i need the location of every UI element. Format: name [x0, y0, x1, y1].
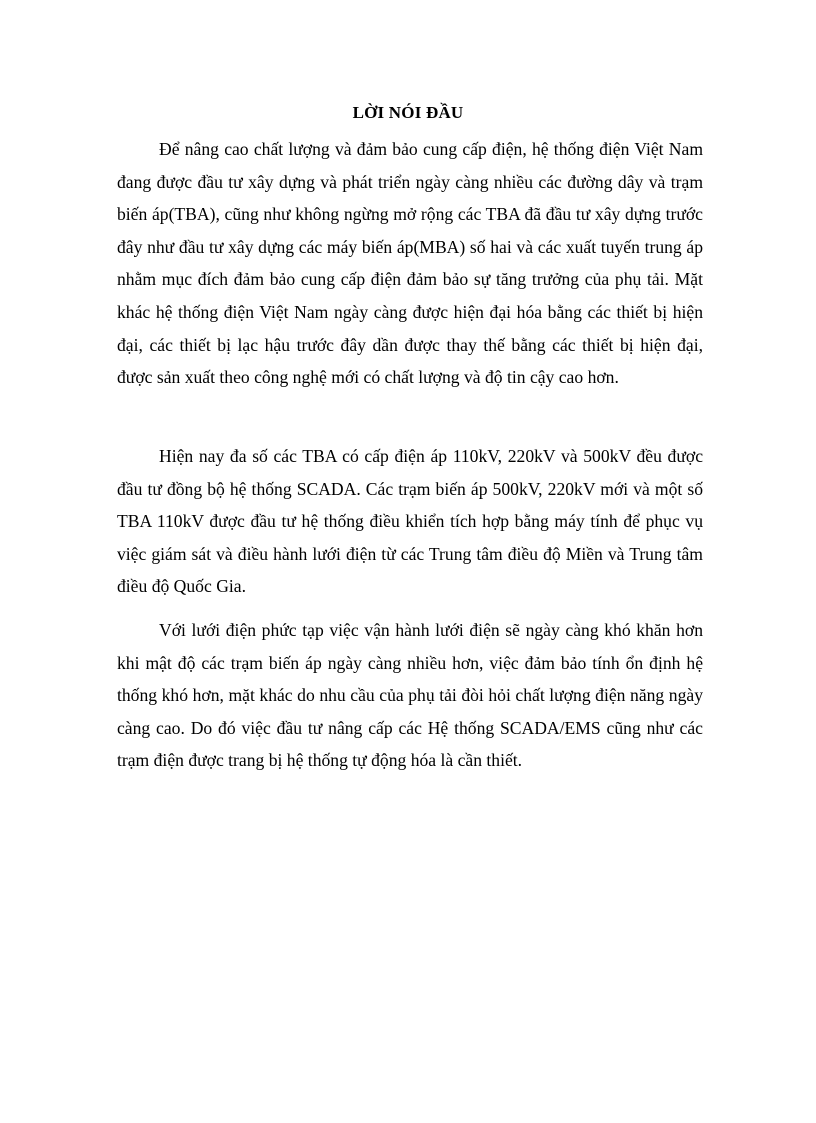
paragraph-2: Hiện nay đa số các TBA có cấp điện áp 110kV, 220kV và 500kV đều được đầu tư đồng bộ hệ thống SCADA. Các trạm biến áp 500kV, 220kV mới và một số TBA 110kV được đầu tư hệ thống điều khiển tích hợp bằng máy tính để phục vụ việc giám sát và điều hành lưới điện từ các Trung tâm điều độ Miền và Trung tâm điều độ Quốc Gia.	[117, 446, 703, 597]
page-title: LỜI NÓI ĐẦU	[352, 103, 464, 122]
paragraph-1: Để nâng cao chất lượng và đảm bảo cung cấp điện, hệ thống điện Việt Nam đang được đầu tư xây dựng và phát triển ngày càng nhiều các đường dây và trạm biến áp(TBA), cũng như không ngừng mở rộng các TBA đã đầu tư xây dựng trước đây như đầu tư xây dựng các máy biến áp(MBA) số hai và các xuất tuyến trung áp nhằm mục đích đảm bảo cung cấp điện đảm bảo sự tăng trưởng của phụ tải. Mặt khác hệ thống điện Việt Nam ngày càng được hiện đại hóa bằng các thiết bị hiện đại, các thiết bị lạc hậu trước đây dần được thay thế bằng các thiết bị hiện đại, được sản xuất theo công nghệ mới có chất lượng và độ tin cậy cao hơn.	[117, 139, 703, 388]
paragraph-3: Với lưới điện phức tạp việc vận hành lưới điện sẽ ngày càng khó khăn hơn khi mật độ các trạm biến áp ngày càng nhiều hơn, việc đảm bảo tính ổn định hệ thống khó hơn, mặt khác do nhu cầu của phụ tải đòi hỏi chất lượng điện năng ngày càng cao. Do đó việc đầu tư nâng cấp các Hệ thống SCADA/EMS cũng như các trạm điện được trang bị hệ thống tự động hóa là cần thiết.	[117, 620, 703, 771]
